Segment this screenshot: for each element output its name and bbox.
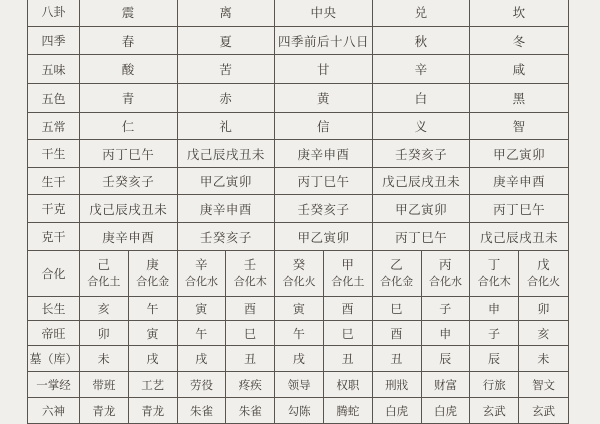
table-cell: 震 <box>80 0 178 26</box>
table-cell: 庚辛申酉 <box>80 223 178 250</box>
row-header-wuchang: 五常 <box>28 113 80 139</box>
table-cell: 黑 <box>512 92 526 106</box>
table-cell: 巳 <box>324 321 373 345</box>
table-cell: 壬癸亥子 <box>373 140 471 167</box>
table-cell: 丑 <box>324 346 373 371</box>
table-cell: 甘 <box>275 55 373 83</box>
table-cell: 甲乙寅卯 <box>275 223 373 250</box>
wuxing-correspondence-table <box>27 0 569 424</box>
table-cell: 春 <box>80 27 178 54</box>
table-row-ganke <box>28 195 568 223</box>
stem-label: 壬 <box>243 258 257 273</box>
stem-label: 己 <box>97 258 111 273</box>
table-cell: 白 <box>373 84 471 112</box>
table-cell: 辰 <box>470 346 519 371</box>
stem-label: 丙 <box>438 258 452 273</box>
table-cell: 午 <box>178 321 227 345</box>
table-cell-hehua <box>129 251 178 296</box>
table-cell: 兑 <box>373 0 471 26</box>
table-cell: 工艺 <box>129 372 178 397</box>
table-cell: 戌 <box>129 346 178 371</box>
table-cell: 带班 <box>80 372 129 397</box>
table-cell: 赤 <box>178 84 276 112</box>
stem-label: 乙 <box>390 258 404 273</box>
row-header-wuwei: 五味 <box>28 55 80 83</box>
row-header-yizhangjing: 一掌经 <box>28 372 80 397</box>
combine-label: 合化水 <box>184 276 218 289</box>
table-row-wuwei <box>28 55 568 84</box>
table-cell: 四季前后十八日 <box>275 27 373 54</box>
combine-label: 合化土 <box>87 276 121 289</box>
table-cell: 咸 <box>512 63 526 77</box>
table-cell: 夏 <box>178 27 276 54</box>
table-row-diwang <box>28 321 568 346</box>
stem-label: 甲 <box>341 258 355 273</box>
table-row-bagua <box>28 0 568 27</box>
table-row-mu-ku <box>28 346 568 372</box>
combine-label: 合化金 <box>380 276 414 289</box>
table-row-changsheng <box>28 297 568 321</box>
table-cell: 丙丁巳午 <box>493 202 546 217</box>
table-cell: 庚辛申酉 <box>275 140 373 167</box>
table-row-gansheng <box>28 140 568 168</box>
row-header-shenggan: 生干 <box>28 168 80 194</box>
table-cell: 青 <box>80 84 178 112</box>
table-row-shenggan <box>28 168 568 195</box>
table-cell: 冬 <box>512 34 526 49</box>
table-cell: 子 <box>422 297 471 320</box>
table-cell-hehua <box>80 251 129 296</box>
table-cell: 礼 <box>178 113 276 139</box>
table-cell: 子 <box>470 321 519 345</box>
table-cell-hehua <box>422 251 471 296</box>
table-cell: 午 <box>129 297 178 320</box>
table-cell: 甲乙寅卯 <box>493 147 546 162</box>
stem-label: 丁 <box>487 258 501 273</box>
row-header-changsheng: 长生 <box>28 297 80 320</box>
table-row-kegan <box>28 223 568 251</box>
row-header-liushen: 六神 <box>28 398 80 423</box>
table-cell: 仁 <box>80 113 178 139</box>
combine-label: 合化木 <box>477 276 511 289</box>
table-cell: 戊己辰戌丑未 <box>80 195 178 222</box>
table-cell: 劳役 <box>178 372 227 397</box>
table-row-hehua <box>28 251 568 297</box>
table-cell: 壬癸亥子 <box>275 195 373 222</box>
table-cell: 亥 <box>537 326 550 341</box>
table-cell: 甲乙寅卯 <box>178 168 276 194</box>
combine-label: 合化木 <box>233 276 267 289</box>
table-cell: 寅 <box>178 297 227 320</box>
table-cell: 辰 <box>422 346 471 371</box>
stem-label: 癸 <box>292 258 306 273</box>
table-cell: 未 <box>537 352 550 366</box>
table-cell: 刑戕 <box>373 372 422 397</box>
combine-label: 合化火 <box>282 276 316 289</box>
table-cell: 青龙 <box>80 398 129 423</box>
row-header-hehua: 合化 <box>28 251 80 296</box>
table-cell: 玄武 <box>532 405 556 418</box>
table-cell: 青龙 <box>129 398 178 423</box>
table-cell: 朱雀 <box>226 398 275 423</box>
table-cell: 戊己辰戌丑未 <box>178 140 276 167</box>
table-cell: 白虎 <box>422 398 471 423</box>
table-cell: 申 <box>470 297 519 320</box>
table-cell: 行旅 <box>470 372 519 397</box>
table-cell: 亥 <box>80 297 129 320</box>
table-cell: 苦 <box>178 55 276 83</box>
table-cell: 黄 <box>275 84 373 112</box>
combine-label: 合化金 <box>136 276 170 289</box>
table-cell: 勾陈 <box>275 398 324 423</box>
stem-label: 庚 <box>146 258 160 273</box>
table-cell: 丑 <box>373 346 422 371</box>
table-cell: 未 <box>80 346 129 371</box>
table-row-yizhangjing <box>28 372 568 398</box>
table-cell: 寅 <box>275 297 324 320</box>
table-cell-hehua <box>470 251 519 296</box>
table-cell: 权职 <box>324 372 373 397</box>
combine-label: 合化水 <box>428 276 462 289</box>
table-cell: 巳 <box>373 297 422 320</box>
table-cell: 疼疾 <box>226 372 275 397</box>
table-cell: 午 <box>275 321 324 345</box>
table-cell: 庚辛申酉 <box>178 195 276 222</box>
table-cell: 戊己辰戌丑未 <box>373 168 471 194</box>
table-cell: 戊己辰戌丑未 <box>480 230 559 245</box>
table-cell: 中央 <box>275 0 373 26</box>
table-row-wuchang <box>28 113 568 140</box>
table-cell: 酉 <box>324 297 373 320</box>
row-header-diwang: 帝旺 <box>28 321 80 345</box>
row-header-wuse: 五色 <box>28 84 80 112</box>
table-cell: 丙丁巳午 <box>80 140 178 167</box>
table-cell: 卯 <box>80 321 129 345</box>
table-cell-hehua <box>226 251 275 296</box>
table-cell: 玄武 <box>470 398 519 423</box>
table-cell: 智 <box>512 120 526 134</box>
table-cell: 坎 <box>512 5 526 20</box>
table-cell: 智文 <box>532 379 556 392</box>
table-cell: 信 <box>275 113 373 139</box>
table-cell: 丙丁巳午 <box>275 168 373 194</box>
row-header-bagua: 八卦 <box>28 0 80 26</box>
table-cell: 酉 <box>373 321 422 345</box>
table-cell-hehua <box>519 251 568 296</box>
combine-label: 合化土 <box>331 276 365 289</box>
table-cell: 白虎 <box>373 398 422 423</box>
table-cell: 辛 <box>373 55 471 83</box>
table-cell: 庚辛申酉 <box>493 175 546 189</box>
table-cell: 丑 <box>226 346 275 371</box>
table-cell: 壬癸亥子 <box>178 223 276 250</box>
table-cell: 秋 <box>373 27 471 54</box>
table-cell: 甲乙寅卯 <box>373 195 471 222</box>
table-cell: 酸 <box>80 55 178 83</box>
table-cell-hehua <box>373 251 422 296</box>
row-header-siji: 四季 <box>28 27 80 54</box>
table-cell-hehua <box>178 251 227 296</box>
table-cell: 领导 <box>275 372 324 397</box>
table-row-siji <box>28 27 568 55</box>
row-header-mu-ku: 墓（库） <box>28 346 80 371</box>
table-row-liushen <box>28 398 568 423</box>
table-cell: 朱雀 <box>178 398 227 423</box>
table-cell: 酉 <box>226 297 275 320</box>
table-cell: 寅 <box>129 321 178 345</box>
row-header-kegan: 克干 <box>28 223 80 250</box>
table-cell: 离 <box>178 0 276 26</box>
table-cell: 戌 <box>178 346 227 371</box>
row-header-ganke: 干克 <box>28 195 80 222</box>
table-cell: 壬癸亥子 <box>80 168 178 194</box>
table-cell-hehua <box>275 251 324 296</box>
row-header-gansheng: 干生 <box>28 140 80 167</box>
table-row-wuse <box>28 84 568 113</box>
table-cell: 申 <box>422 321 471 345</box>
stem-label: 辛 <box>194 258 208 273</box>
stem-label: 戊 <box>537 258 551 273</box>
table-cell: 卯 <box>537 302 550 316</box>
table-cell: 丙丁巳午 <box>373 223 471 250</box>
table-cell: 巳 <box>226 321 275 345</box>
table-cell: 腾蛇 <box>324 398 373 423</box>
table-cell: 义 <box>373 113 471 139</box>
table-cell: 戌 <box>275 346 324 371</box>
table-cell: 财富 <box>422 372 471 397</box>
combine-label: 合化火 <box>527 276 561 289</box>
table-cell-hehua <box>324 251 373 296</box>
